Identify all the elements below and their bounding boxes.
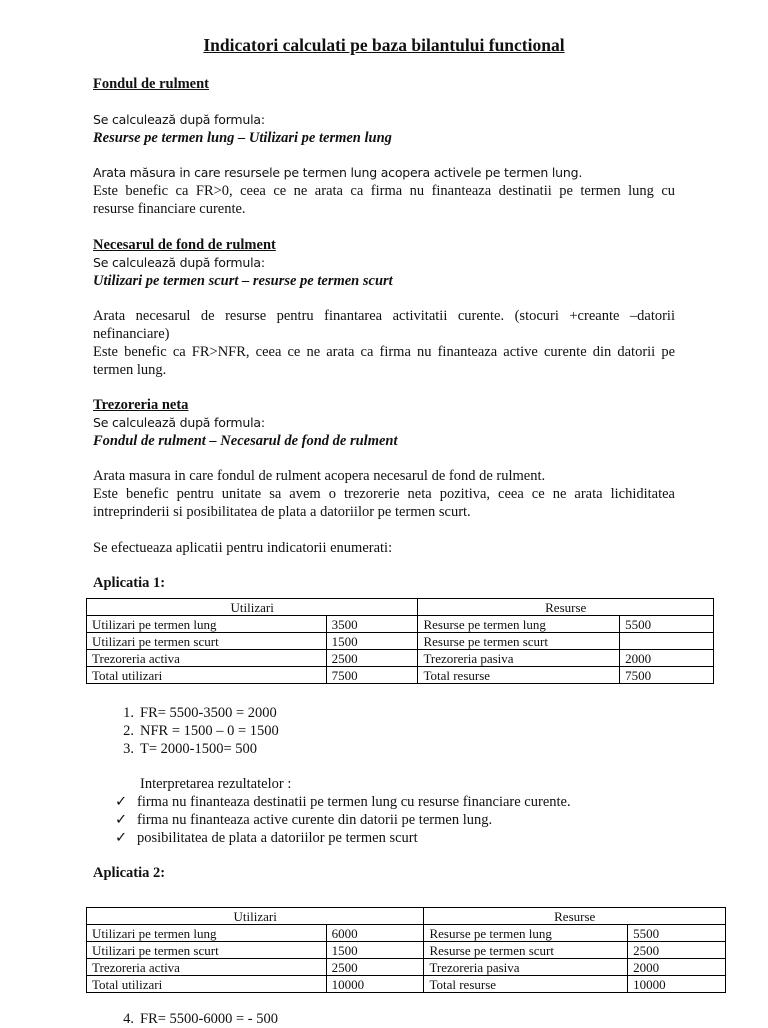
app1-table [86,598,714,684]
list-number: 4. [123,1011,134,1027]
list-item [110,1010,278,1028]
table-cell: Utilizari pe termen lung [87,925,327,942]
table-row [87,650,714,667]
nfr-desc-1b: nefinanciare) [93,326,170,342]
table-cell: Total resurse [424,976,628,993]
fr-desc-2a: Este benefic ca FR>0, ceea ce ne arata ca firma nu finanteaza destinatii pe termen lung cu [93,183,675,199]
table-cell: 2000 [628,959,726,976]
table-cell: 2500 [326,650,418,667]
list-item [115,811,492,829]
tn-formula-intro: Se calculează după formula: [93,415,265,430]
table-cell: 2500 [326,959,424,976]
table-row [87,633,714,650]
check-icon: ✓ [115,830,128,846]
table-cell: Resurse pe termen lung [424,925,628,942]
table-cell: Utilizari pe termen scurt [87,942,327,959]
table-cell: 3500 [326,616,418,633]
result-text: T= 2000-1500= 500 [140,741,258,757]
section-heading-nfr: Necesarul de fond de rulment [93,237,276,253]
interpretation-text: firma nu finanteaza active curente din datorii pe termen lung. [137,812,493,828]
app2-title: Aplicatia 2: [93,865,166,881]
header-utilizari: Utilizari [87,599,418,616]
table-cell: 5500 [620,616,714,633]
section-heading-tn: Trezoreria neta [93,397,189,413]
table-row [87,942,726,959]
table-row [87,667,714,684]
table-cell: 2000 [620,650,714,667]
table-header-row [87,908,726,925]
nfr-desc-2b: termen lung. [93,362,167,378]
table-cell: 1500 [326,942,424,959]
nfr-desc-1a: Arata necesarul de resurse pentru finantarea activitatii curente. (stocuri +creante –datorii [93,308,675,324]
table-row [87,959,726,976]
list-item [115,829,418,847]
check-icon: ✓ [115,794,128,810]
interpretation-title: Interpretarea rezultatelor : [140,776,292,792]
table-cell: 7500 [326,667,418,684]
table-row [87,976,726,993]
table-cell [620,633,714,650]
table-header-row [87,599,714,616]
table-cell: Trezoreria activa [87,650,327,667]
list-number: 2. [123,723,134,739]
result-text: NFR = 1500 – 0 = 1500 [140,723,279,739]
header-utilizari: Utilizari [87,908,424,925]
fr-formula-intro: Se calculează după formula: [93,112,265,127]
table-cell: Trezoreria pasiva [418,650,620,667]
list-number: 1. [123,705,134,721]
table-cell: 6000 [326,925,424,942]
table-row [87,925,726,942]
nfr-formula: Utilizari pe termen scurt – resurse pe termen scurt [93,273,393,289]
section-heading-fr: Fondul de rulment [93,76,210,92]
list-number: 3. [123,741,134,757]
nfr-desc-2a: Este benefic ca FR>NFR, ceea ce ne arata ca firma nu finanteaza active curente din datorii pe [93,344,675,360]
table-cell: Resurse pe termen scurt [418,633,620,650]
table-cell: 2500 [628,942,726,959]
check-icon: ✓ [115,812,128,828]
table-cell: Total utilizari [87,976,327,993]
header-resurse: Resurse [418,599,714,616]
fr-desc-2b: resurse financiare curente. [93,201,246,217]
table-cell: 10000 [628,976,726,993]
header-resurse: Resurse [424,908,726,925]
app1-title: Aplicatia 1: [93,575,166,591]
tn-desc-2a: Este benefic pentru unitate sa avem o trezorerie neta pozitiva, ceea ce ne arata lichiditatea [93,486,675,502]
table-cell: Total utilizari [87,667,327,684]
table-cell: Total resurse [418,667,620,684]
table-cell: Utilizari pe termen lung [87,616,327,633]
table-cell: Trezoreria pasiva [424,959,628,976]
nfr-formula-intro: Se calculează după formula: [93,255,265,270]
table-row [87,616,714,633]
result-text: FR= 5500-3500 = 2000 [140,705,277,721]
table-cell: Resurse pe termen scurt [424,942,628,959]
table-cell: Trezoreria activa [87,959,327,976]
applications-intro: Se efectueaza aplicatii pentru indicatorii enumerati: [93,540,393,556]
list-item [115,793,571,811]
fr-desc-1: Arata măsura in care resursele pe termen lung acopera activele pe termen lung. [93,165,583,180]
result-text: FR= 5500-6000 = - 500 [140,1011,278,1027]
table-cell: 1500 [326,633,418,650]
page-title: Indicatori calculati pe baza bilantului functional [203,35,565,55]
list-item [110,722,279,740]
tn-formula: Fondul de rulment – Necesarul de fond de rulment [93,433,398,449]
table-cell: Resurse pe termen lung [418,616,620,633]
list-item [110,704,277,722]
table-cell: 5500 [628,925,726,942]
table-cell: Utilizari pe termen scurt [87,633,327,650]
tn-desc-1: Arata masura in care fondul de rulment acopera necesarul de fond de rulment. [93,468,546,484]
interpretation-text: firma nu finanteaza destinatii pe termen lung cu resurse financiare curente. [137,794,571,810]
app2-table [86,907,726,993]
list-item [110,740,257,758]
tn-desc-2b: intreprinderii si posibilitatea de plata a datoriilor pe termen scurt. [93,504,471,520]
table-cell: 7500 [620,667,714,684]
table-cell: 10000 [326,976,424,993]
fr-formula: Resurse pe termen lung – Utilizari pe termen lung [93,130,392,146]
interpretation-text: posibilitatea de plata a datoriilor pe termen scurt [137,830,418,846]
